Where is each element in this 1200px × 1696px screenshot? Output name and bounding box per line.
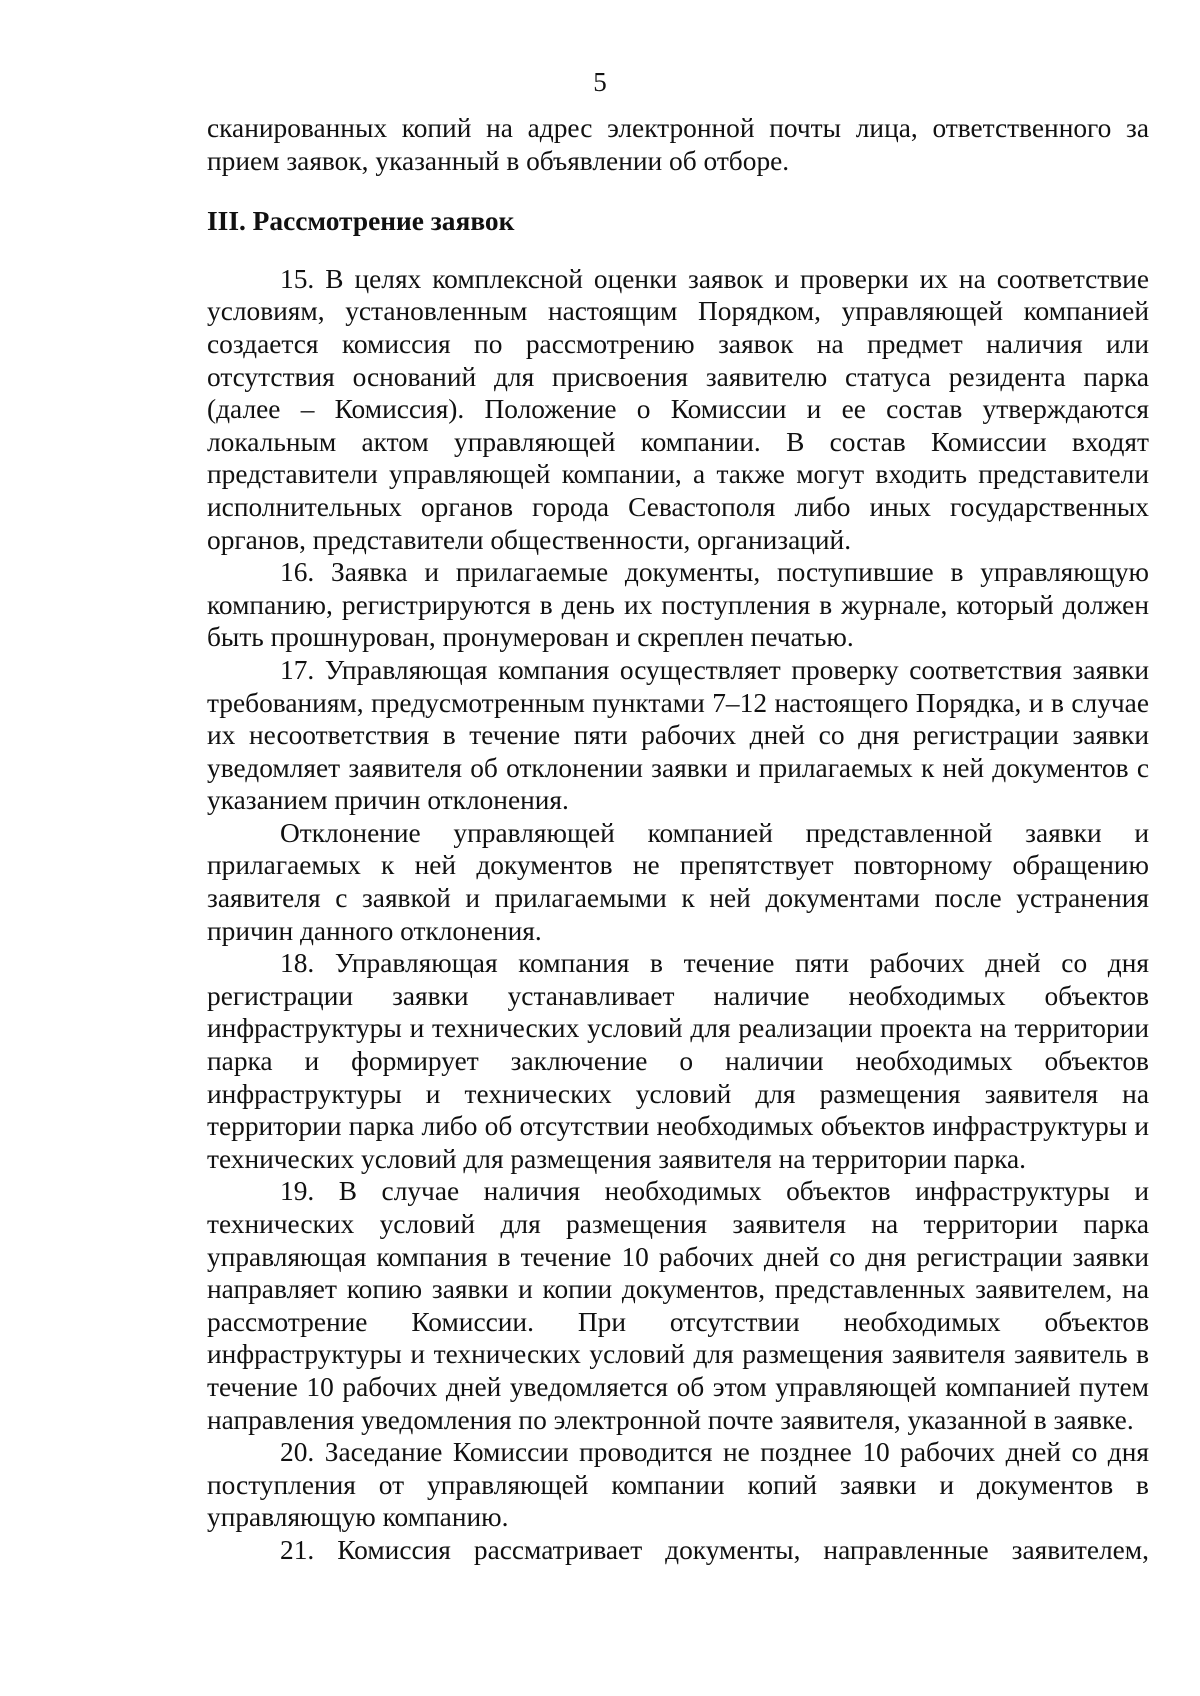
paragraph-21: 21. Комиссия рассматривает документы, направленные заявителем,	[280, 1534, 1149, 1565]
paragraph-19: 19. В случае наличия необходимых объектов инфраструктуры и технических условий для размещения заявителя на территории парка управляющая компания в течение 10 рабочих дней со дня регистрации заявки направляет копию заявки и копии документов, представленных заявителем, на рассмотрение Комиссии. При отсутствии необходимых объектов инфраструктуры и технических условий для размещения заявителя заявитель в течение 10 рабочих дней уведомляется об этом управляющей компанией путем направления уведомления по электронной почте заявителя, указанной в заявке.	[207, 1176, 1149, 1435]
page-number: 5	[593, 67, 607, 97]
paragraph-17-continued: Отклонение управляющей компанией представленной заявки и прилагаемых к ней документов не препятствует повторному обращению заявителя с заявкой и прилагаемыми к ней документами после устранения причин данного отклонения.	[207, 817, 1149, 946]
continuation-paragraph: сканированных копий на адрес электронной почты лица, ответственного за прием заявок, указанный в объявлении об отборе.	[207, 113, 1149, 176]
document-body	[207, 112, 1149, 1567]
paragraph-17: 17. Управляющая компания осуществляет проверку соответствия заявки требованиям, предусмотренным пунктами 7–12 настоящего Порядка, и в случае их несоответствия в течение пяти рабочих дней со дня регистрации заявки уведомляет заявителя об отклонении заявки и прилагаемых к ней документов с указанием причин отклонения.	[207, 654, 1149, 816]
paragraph-15: 15. В целях комплексной оценки заявок и проверки их на соответствие условиям, установленным настоящим Порядком, управляющей компанией создается комиссия по рассмотрению заявок на предмет наличия или отсутствия оснований для присвоения заявителю статуса резидента парка (далее – Комиссия). Положение о Комиссии и ее состав утверждаются локальным актом управляющей компании. В состав Комиссии входят представители управляющей компании, а также могут входить представители исполнительных органов города Севастополя либо иных государственных органов, представители общественности, организаций.	[207, 263, 1149, 555]
section-heading: III. Рассмотрение заявок	[207, 206, 515, 237]
paragraph-16: 16. Заявка и прилагаемые документы, поступившие в управляющую компанию, регистрируются в день их поступления в журнале, который должен быть прошнурован, пронумерован и скреплен печатью.	[207, 557, 1149, 653]
paragraph-18: 18. Управляющая компания в течение пяти рабочих дней со дня регистрации заявки устанавливает наличие необходимых объектов инфраструктуры и технических условий для реализации проекта на территории парка и формирует заключение о наличии необходимых объектов инфраструктуры и технических условий для размещения заявителя на территории парка либо об отсутствии необходимых объектов инфраструктуры и технических условий для размещения заявителя на территории парка.	[207, 948, 1149, 1174]
paragraph-20: 20. Заседание Комиссии проводится не позднее 10 рабочих дней со дня поступления от управляющей компании копий заявки и документов в управляющую компанию.	[207, 1437, 1149, 1533]
